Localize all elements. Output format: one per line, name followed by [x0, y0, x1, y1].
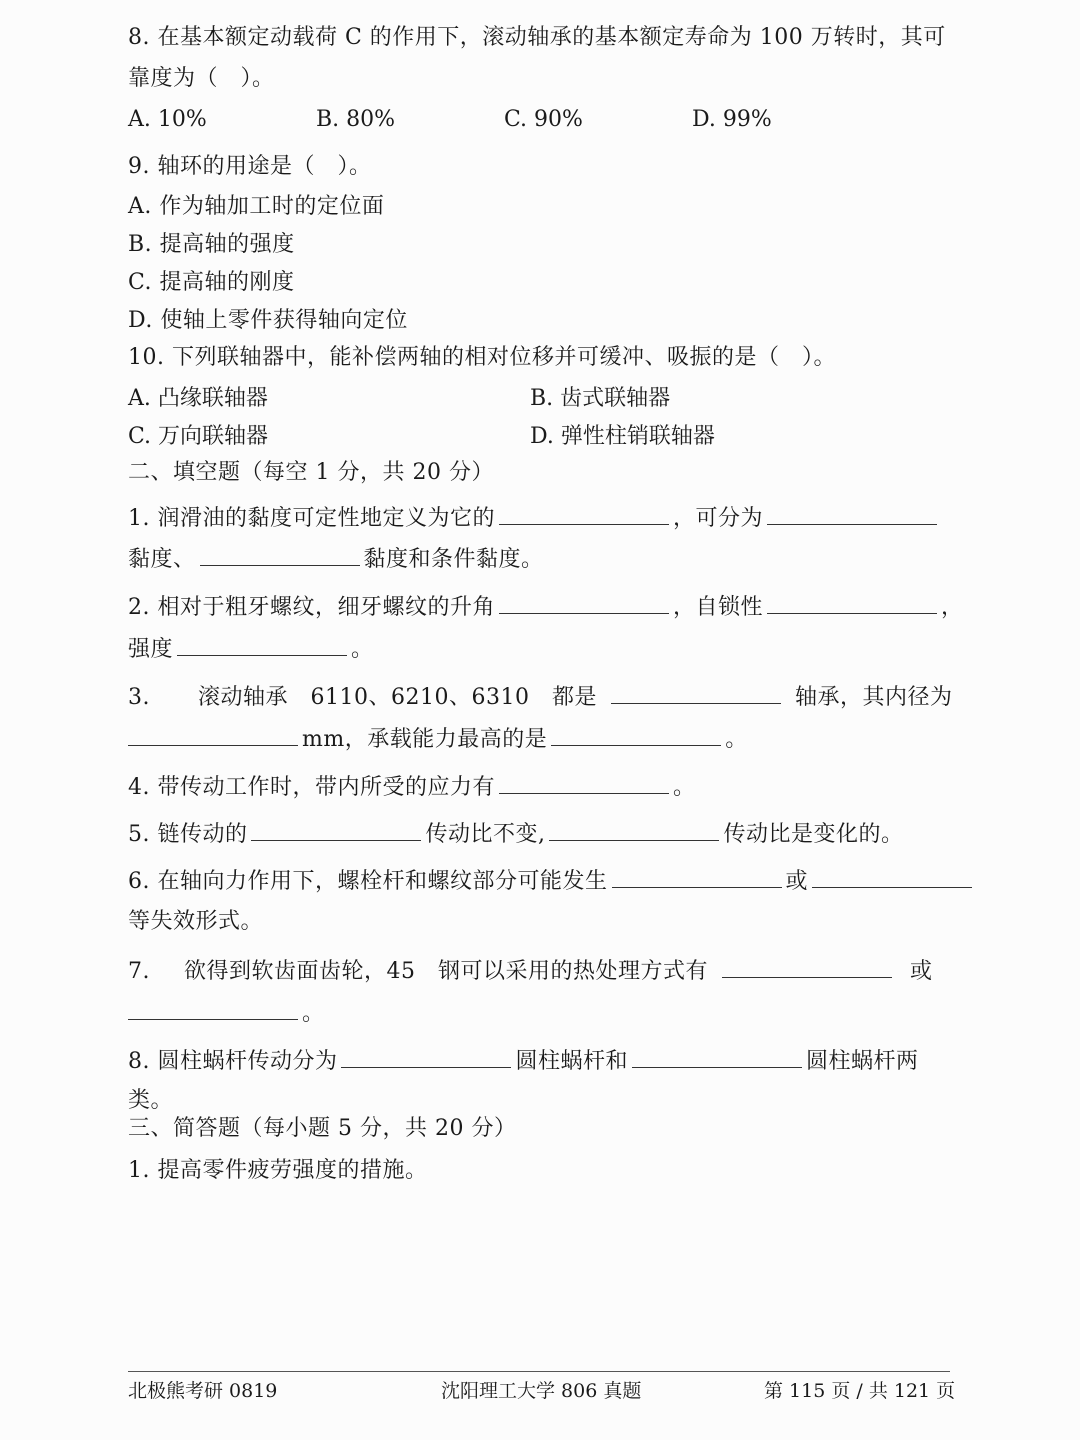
q8-line1: 8. 在基本额定动载荷 C 的作用下，滚动轴承的基本额定寿命为 100 万转时，其可 — [128, 25, 946, 50]
fill-3-line1 — [128, 681, 952, 713]
fill-2-text-d: 强度 — [128, 637, 174, 662]
footer-divider — [128, 1371, 950, 1372]
q8-line2: 靠度为（ ）。 — [128, 66, 275, 91]
answer-blank[interactable] — [612, 865, 782, 888]
fill-4-line — [128, 771, 696, 803]
fill-7-text-c: 或 — [910, 959, 933, 984]
fill-5-text-c: 传动比是变化的。 — [723, 822, 904, 847]
fill-3-text-c: 轴承，其内径为 — [794, 685, 953, 710]
fill-5-text-b: 传动比不变, — [425, 822, 546, 847]
fill-7-text-d: 。 — [302, 1001, 325, 1026]
fill-8-line2: 类。 — [128, 1088, 174, 1113]
footer-center: 沈阳理工大学 806 真题 — [441, 1380, 642, 1402]
fill-3-text-d: mm，承载能力最高的是 — [302, 727, 548, 752]
answer-blank[interactable] — [611, 681, 781, 704]
q10-stem: 10. 下列联轴器中，能补偿两轴的相对位移并可缓冲、吸振的是（ ）。 — [128, 345, 836, 370]
q8-option-b: B. 80% — [316, 107, 396, 132]
answer-blank[interactable] — [551, 723, 721, 746]
answer-blank[interactable] — [632, 1045, 802, 1068]
answer-blank[interactable] — [341, 1045, 511, 1068]
section-2-heading: 二、填空题（每空 1 分，共 20 分） — [128, 460, 494, 485]
q8-option-a: A. 10% — [128, 107, 207, 132]
fill-3-text-b: 滚动轴承 6110、6210、6310 都是 — [198, 685, 597, 710]
fill-8-text-a: 8. 圆柱蜗杆传动分为 — [128, 1049, 338, 1074]
fill-1-text-a: 1. 润滑油的黏度可定性地定义为它的 — [128, 506, 495, 531]
q10-option-d: D. 弹性柱销联轴器 — [530, 424, 715, 449]
fill-1-text-b: ，可分为 — [673, 506, 764, 531]
fill-6-text-b: 或 — [785, 869, 809, 894]
q8-option-c: C. 90% — [504, 107, 583, 132]
short-answer-1: 1. 提高零件疲劳强度的措施。 — [128, 1158, 428, 1183]
fill-6-line1 — [128, 865, 976, 897]
answer-blank[interactable] — [499, 502, 669, 525]
fill-2-line1 — [128, 591, 964, 623]
fill-5-line — [128, 818, 904, 850]
fill-8-line1 — [128, 1045, 919, 1077]
fill-5-text-a: 5. 链传动的 — [128, 822, 248, 847]
fill-8-text-c: 圆柱蜗杆两 — [806, 1049, 919, 1074]
answer-blank[interactable] — [177, 633, 347, 656]
fill-2-text-e: 。 — [351, 637, 374, 662]
fill-4-text-b: 。 — [673, 775, 696, 800]
answer-blank[interactable] — [128, 723, 298, 746]
fill-1-line2 — [128, 543, 544, 575]
fill-1-text-d: 黏度和条件黏度。 — [363, 547, 544, 572]
q8-option-d: D. 99% — [692, 107, 772, 132]
footer-left: 北极熊考研 0819 — [128, 1380, 278, 1402]
answer-blank[interactable] — [251, 818, 421, 841]
fill-7-line2 — [128, 997, 325, 1029]
q9-option-c: C. 提高轴的刚度 — [128, 270, 295, 295]
answer-blank[interactable] — [549, 818, 719, 841]
fill-2-text-a: 2. 相对于粗牙螺纹，细牙螺纹的升角 — [128, 595, 495, 620]
q9-option-a: A. 作为轴加工时的定位面 — [128, 194, 385, 219]
answer-blank[interactable] — [767, 502, 937, 525]
fill-3-text-e: 。 — [725, 727, 748, 752]
fill-7-line1 — [128, 955, 933, 987]
answer-blank[interactable] — [499, 591, 669, 614]
q10-option-c: C. 万向联轴器 — [128, 424, 269, 449]
fill-1-line1 — [128, 502, 941, 534]
fill-6-text-a: 6. 在轴向力作用下，螺栓杆和螺纹部分可能发生 — [128, 869, 608, 894]
answer-blank[interactable] — [722, 955, 892, 978]
answer-blank[interactable] — [767, 591, 937, 614]
fill-7-text-b: 欲得到软齿面齿轮，45 钢可以采用的热处理方式有 — [184, 959, 708, 984]
fill-2-text-b: ，自锁性 — [673, 595, 764, 620]
fill-2-line2 — [128, 633, 374, 665]
q9-stem: 9. 轴环的用途是（ ）。 — [128, 154, 372, 179]
fill-1-text-c: 黏度、 — [128, 547, 196, 572]
answer-blank[interactable] — [128, 997, 298, 1020]
q10-option-a: A. 凸缘联轴器 — [128, 386, 268, 411]
section-3-heading: 三、简答题（每小题 5 分，共 20 分） — [128, 1116, 517, 1141]
footer-page-number: 第 115 页 / 共 121 页 — [764, 1380, 956, 1402]
q9-option-b: B. 提高轴的强度 — [128, 232, 295, 257]
answer-blank[interactable] — [499, 771, 669, 794]
answer-blank[interactable] — [812, 865, 972, 888]
fill-7-text-a: 7. — [128, 959, 150, 984]
q10-option-b: B. 齿式联轴器 — [530, 386, 671, 411]
fill-3-line2 — [128, 723, 748, 755]
fill-8-text-b: 圆柱蜗杆和 — [515, 1049, 628, 1074]
q9-option-d: D. 使轴上零件获得轴向定位 — [128, 308, 408, 333]
answer-blank[interactable] — [200, 543, 360, 566]
fill-6-line2: 等失效形式。 — [128, 909, 264, 934]
fill-2-text-c: ， — [941, 595, 964, 620]
fill-3-text-a: 3. — [128, 685, 150, 710]
fill-4-text-a: 4. 带传动工作时，带内所受的应力有 — [128, 775, 495, 800]
